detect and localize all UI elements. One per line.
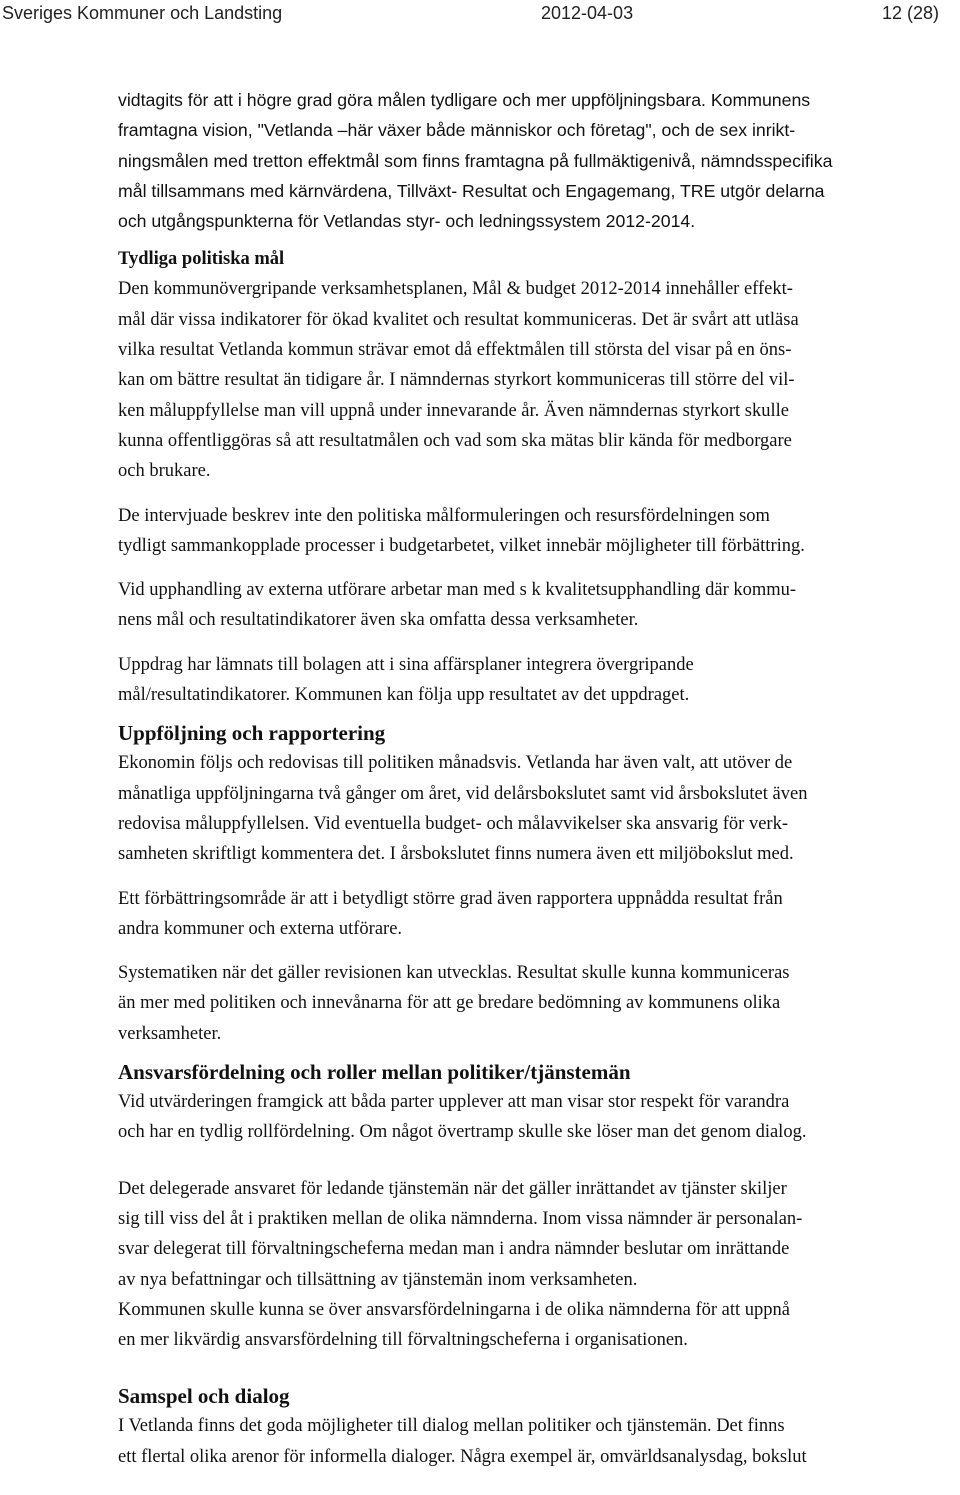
text-line: av nya befattningar och tillsättning av tjänstemän inom verksamheten.	[118, 1269, 638, 1290]
paragraph-kommunen-skulle	[118, 1295, 960, 1356]
text-line: I Vetlanda finns det goda möjligheter till dialog mellan politiker och tjänstemän. Det finns	[118, 1416, 785, 1437]
paragraph-delegerade-ansvaret	[118, 1174, 960, 1295]
header-organization: Sveriges Kommuner och Landsting	[2, 3, 283, 23]
text-line: kunna offentliggöras så att resultatmålen och vad som ska mätas blir kända för medborgare	[118, 430, 792, 451]
text-line: svar delegerat till förvaltningscheferna medan man i andra nämnder beslutar om inrättande	[118, 1239, 790, 1260]
paragraph-verksamhetsplan	[118, 274, 960, 486]
text-line: nens mål och resultatindikatorer även ska omfatta dessa verksamheter.	[118, 610, 639, 631]
paragraph-ekonomin	[118, 748, 960, 869]
text-line: Den kommunövergripande verksamhetsplanen, Mål & budget 2012-2014 innehåller effekt-	[118, 279, 793, 300]
paragraph-vision	[118, 85, 960, 236]
paragraph-uppdrag-bolagen	[118, 650, 960, 711]
text-line: månatliga uppföljningarna två gånger om året, vid delårsbokslutet samt vid årsbokslutet även	[118, 783, 808, 804]
text-line: redovisa måluppfyllelsen. Vid eventuella budget- och målavvikelser ska ansvarig för verk-	[118, 813, 788, 834]
text-line: sig till viss del åt i praktiken mellan de olika nämnderna. Inom vissa nämnder är personalan-	[118, 1208, 803, 1229]
paragraph-dialog	[118, 1411, 960, 1472]
text-line: tydligt sammankopplade processer i budgetarbetet, vilket innebär möjligheter till förbättring.	[118, 535, 805, 556]
text-line: Kommunen skulle kunna se över ansvarsfördelningarna i de olika nämnderna för att uppnå	[118, 1299, 790, 1320]
text-line: Uppdrag har lämnats till bolagen att i sina affärsplaner integrera övergripande	[118, 654, 694, 675]
header-date: 2012-04-03	[541, 3, 634, 23]
text-line: mål tillsammans med kärnvärdena, Tillväxt- Resultat och Engagemang, TRE utgör delarna	[118, 180, 825, 201]
page-header	[0, 0, 960, 30]
text-line: ken måluppfyllelse man vill uppnå under innevarande år. Även nämndernas styrkort skulle	[118, 400, 789, 421]
text-line: kan om bättre resultat än tidigare år. I nämndernas styrkort kommuniceras till större del vil-	[118, 370, 795, 391]
text-line: Ekonomin följs och redovisas till politiken månadsvis. Vetlanda har även valt, att utöver de	[118, 753, 793, 774]
text-line: samheten skriftligt kommentera det. I årsbokslutet finns numera även ett miljöbokslut med.	[118, 844, 794, 865]
text-line: vilka resultat Vetlanda kommun strävar emot då effektmålen till största del visar på en öns-	[118, 340, 792, 361]
paragraph-upphandling	[118, 575, 960, 636]
text-line: än mer med politiken och innevånarna för att ge bredare bedömning av kommunens olika	[118, 993, 781, 1014]
text-line: Vid utvärderingen framgick att båda parter upplever att man visar stor respekt för varandra	[118, 1092, 790, 1113]
text-line: ett flertal olika arenor för informella dialoger. Några exempel är, omvärldsanalysdag, bokslut	[118, 1446, 807, 1467]
document-body	[118, 85, 960, 1472]
paragraph-forbattringsomrade	[118, 884, 960, 945]
paragraph-utvarderingen	[118, 1087, 960, 1148]
text-line: en mer likvärdig ansvarsfördelning till förvaltningscheferna i organisationen.	[118, 1330, 688, 1351]
paragraph-intervjuade	[118, 501, 960, 562]
text-line: verksamheter.	[118, 1023, 222, 1044]
text-line: De intervjuade beskrev inte den politiska målformuleringen och resursfördelningen som	[118, 505, 770, 526]
text-line: mål där vissa indikatorer för ökad kvalitet och resultat kommuniceras. Det är svårt att utläsa	[118, 309, 799, 330]
text-line: framtagna vision, "Vetlanda –här växer både människor och företag", och de sex inrikt-	[118, 120, 796, 141]
text-line: Det delegerade ansvaret för ledande tjänstemän när det gäller inrättandet av tjänster skiljer	[118, 1178, 787, 1199]
text-line: och brukare.	[118, 461, 211, 482]
text-line: Systematiken när det gäller revisionen kan utvecklas. Resultat skulle kunna kommuniceras	[118, 963, 790, 984]
text-line: ningsmålen med tretton effektmål som finns framtagna på fullmäktigenivå, nämndsspecifika	[118, 150, 833, 171]
text-line: Vid upphandling av externa utförare arbetar man med s k kvalitetsupphandling där kommu-	[118, 580, 797, 601]
text-line: mål/resultatindikatorer. Kommunen kan följa upp resultatet av det uppdraget.	[118, 685, 690, 706]
text-line: och utgångspunkterna för Vetlandas styr- och ledningssystem 2012-2014.	[118, 211, 696, 232]
text-line: andra kommuner och externa utförare.	[118, 918, 403, 939]
text-line: och har en tydlig rollfördelning. Om något övertramp skulle ske löser man det genom dialog.	[118, 1122, 807, 1143]
heading-tydliga-politiska-mal: Tydliga politiska mål	[118, 249, 285, 270]
header-page-number: 12 (28)	[882, 3, 940, 23]
heading-uppfoljning-och-rapportering: Uppföljning och rapportering	[118, 721, 386, 746]
text-line: Ett förbättringsområde är att i betydligt större grad även rapportera uppnådda resultat från	[118, 888, 783, 909]
text-line: vidtagits för att i högre grad göra målen tydligare och mer uppföljningsbara. Kommunens	[118, 90, 811, 110]
paragraph-systematiken	[118, 958, 960, 1049]
heading-ansvarsfordelning: Ansvarsfördelning och roller mellan politiker/tjänstemän	[118, 1060, 631, 1085]
heading-samspel-och-dialog: Samspel och dialog	[118, 1384, 290, 1409]
